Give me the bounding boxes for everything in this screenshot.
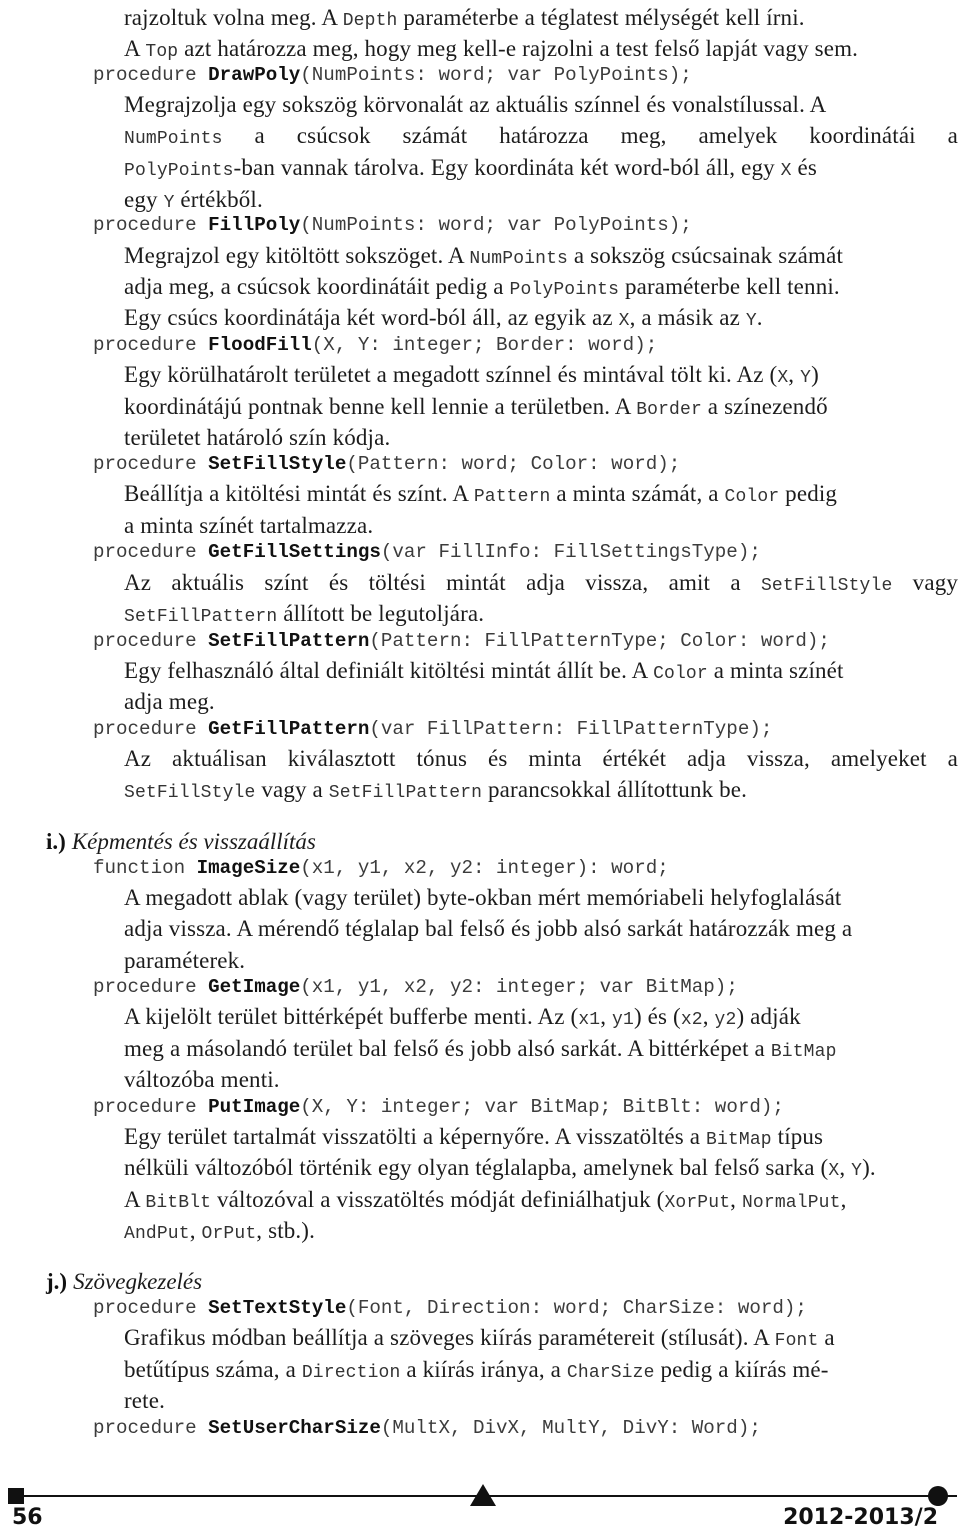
text-run: procedure [93,1417,209,1439]
text-run: A megadott ablak (vagy terület) byte-okban mért memóriabeli helyfoglalását [124,885,842,910]
body-text-line [124,1354,960,1389]
inline-code: XorPut [664,1193,731,1213]
code-signature [93,854,960,882]
inline-code: NormalPut [741,1193,841,1213]
section-heading [46,1266,960,1297]
inline-code: BitMap [770,1042,837,1062]
text-run: . [756,305,763,330]
text-run: procedure [93,541,209,563]
body-text-line [124,686,960,717]
inline-code: Font [774,1331,819,1351]
footer-circle-mark [928,1486,948,1506]
text-run: a csúcsok számát határozza meg, amelyek koordinátái a [222,123,958,148]
inline-code: X [777,368,789,388]
text-run: nélküli változóból történik egy olyan téglalapba, amelynek bal felső sarka ( [124,1155,829,1180]
text-run: változóval a visszatöltés módját definiálhatjuk ( [211,1187,665,1212]
text-run: adja meg, a csúcsok koordinátáit pedig a [124,274,510,299]
text-run: paraméterbe a téglatest mélységét kell írni. [397,5,805,30]
body-text-line [124,913,960,944]
body-text-line [124,655,960,690]
text-run: (Pattern: word; Color: word); [346,453,681,475]
text-run: (Font, Direction: word; CharSize: word); [346,1297,807,1319]
text-run: adja meg. [124,689,215,714]
inline-code: y2 [714,1010,737,1030]
body-text-line [124,1385,960,1416]
text-run: rete. [124,1388,165,1413]
text-run: (Pattern: FillPatternType; Color: word); [369,630,830,652]
body-text-line [124,152,960,187]
text-run: Az aktuálisan kiválasztott tónus és minta értékét adja vissza, amelyeket a [124,746,958,771]
text-run: (X, Y: integer; var BitMap; BitBlt: word); [300,1096,784,1118]
text-run: Egy felhasználó által definiált kitöltési mintát állít be. A [124,658,654,683]
text-run: vagy [892,570,958,595]
text-run: A kijelölt terület bittérképét bufferbe menti. Az ( [124,1004,579,1029]
text-run: Beállítja a kitöltési mintát és színt. A [124,481,474,506]
text-run: azt határozza meg, hogy meg kell-e rajzolni a test felső lapját vagy sem. [178,36,859,61]
inline-code: X [618,311,630,331]
text-run: procedure [93,630,209,652]
body-text-line [124,391,960,426]
text-run: procedure [93,976,209,998]
text-run: , [730,1187,742,1212]
routine-name: GetFillSettings [208,541,381,563]
text-run: parancsokkal állítottunk be. [482,777,748,802]
footer-triangle-mark [470,1484,496,1506]
inline-code: Color [653,664,708,684]
text-run: , [788,362,801,387]
text-run: A [124,1187,146,1212]
body-text-line [124,510,960,541]
text-run: pedig a kiírás mé- [654,1357,829,1382]
inline-code: x2 [680,1010,703,1030]
inline-code: y1 [612,1010,634,1030]
inline-code: x1 [578,1010,601,1030]
inline-code: BitBlt [145,1193,212,1213]
inline-code: SetFillStyle [124,783,256,803]
text-run: változóba menti. [124,1067,280,1092]
inline-code: NumPoints [124,129,223,149]
text-run: paraméterek. [124,948,246,973]
body-text-line [124,359,960,394]
text-run: a színezendő [701,394,828,419]
text-run: típus [771,1124,824,1149]
text-run: (var FillPattern: FillPatternType); [369,718,773,740]
routine-name: SetTextStyle [208,1297,347,1319]
text-run: , [840,1187,847,1212]
text-run: Egy körülhatárolt területet a megadott színnel és mintával tölt ki. Az ( [124,362,778,387]
inline-code: SetFillPattern [328,783,483,803]
text-run: meg a másolandó terület bal felső és jobb alsó sarkát. A bittérképet a [124,1036,771,1061]
code-signature [93,450,960,478]
body-text-line [124,1121,960,1156]
text-run: procedure [93,453,209,475]
text-run: adja vissza. A mérendő téglalap bal felső és jobb alsó sarkát határozzák meg a [124,916,853,941]
body-text-line [124,1184,960,1219]
inline-code: SetFillStyle [760,576,893,596]
code-signature [93,627,960,655]
text-run: állított be legutoljára. [277,601,485,626]
section-label: i.) [46,829,66,854]
text-run: Megrajzol egy kitöltött sokszöget. A [124,243,470,268]
routine-name: SetFillPattern [208,630,370,652]
body-text-line [124,774,960,809]
text-run: ) [811,362,819,387]
inline-code: NumPoints [469,249,568,269]
body-text-line [124,89,960,120]
code-signature [93,538,960,566]
inline-code: PolyPoints [509,280,620,300]
inline-code: PolyPoints [124,161,234,181]
text-run: , [189,1218,202,1243]
issue-term: 2012-2013/2 [783,1505,938,1530]
text-run: Egy csúcs koordinátája két word-ból áll, az egyik az [124,305,619,330]
body-text-line [124,945,960,976]
text-run: , a másik az [629,305,746,330]
body-text-line [124,240,960,275]
inline-code: X [780,161,792,181]
inline-code: OrPut [201,1224,257,1244]
text-run: , stb.). [256,1218,315,1243]
text-run: , [702,1004,715,1029]
text-run: procedure [93,214,209,236]
body-text-line [124,1322,960,1357]
text-run: ). [862,1155,876,1180]
inline-code: SetFillPattern [124,607,278,627]
code-signature [93,973,960,1001]
body-text-line [124,567,958,602]
text-run: -ban vannak tárolva. Egy koordináta két word-ból áll, egy [233,155,781,180]
body-text-line [124,882,960,913]
text-run: koordinátájú pontnak benne kell lennie a területben. A [124,394,637,419]
text-run: ) és ( [633,1004,681,1029]
routine-name: PutImage [208,1096,301,1118]
inline-code: Depth [342,11,398,31]
code-signature [93,331,960,359]
text-run: (X, Y: integer; Border: word); [311,334,658,356]
inline-code: Y [800,368,812,388]
code-signature [93,1093,960,1121]
inline-code: AndPut [124,1224,190,1244]
code-signature [93,1294,960,1322]
text-run: (NumPoints: word; var PolyPoints); [300,214,692,236]
text-run: betűtípus száma, a [124,1357,302,1382]
routine-name: ImageSize [196,857,301,879]
routine-name: DrawPoly [208,64,301,86]
inline-code: Border [636,400,702,420]
text-run: Az aktuális színt és töltési mintát adja vissza, amit a [124,570,761,595]
text-run: rajzoltuk volna meg. A [124,5,343,30]
text-run: értékből. [174,187,263,212]
inline-code: Y [851,1161,863,1181]
inline-code: Direction [301,1363,401,1383]
text-run: (NumPoints: word; var PolyPoints); [300,64,692,86]
text-run: ) adják [736,1004,801,1029]
text-run: function [93,857,197,879]
inline-code: X [828,1161,840,1181]
inline-code: Y [745,311,757,331]
code-signature [93,61,960,89]
code-signature [93,211,960,239]
section-heading [46,826,960,857]
text-run: paraméterbe kell tenni. [619,274,840,299]
text-run: a [818,1325,835,1350]
text-run: A [124,36,146,61]
text-run: a sokszög csúcsainak számát [567,243,843,268]
text-run: , [839,1155,852,1180]
body-text-line [124,120,958,155]
text-run: a minta színét [707,658,844,683]
routine-name: GetImage [208,976,301,998]
inline-code: Y [163,193,175,213]
text-run: a minta számát, a [550,481,725,506]
routine-name: FillPoly [208,214,301,236]
text-run: procedure [93,1096,209,1118]
body-text-line [124,1064,960,1095]
body-text-line [124,2,960,37]
inline-code: Pattern [473,487,551,507]
text-run: , [600,1004,613,1029]
body-text-line [124,1001,960,1036]
inline-code: Top [145,42,179,62]
inline-code: BitMap [706,1130,772,1150]
body-text-line [124,478,960,513]
text-run: procedure [93,334,209,356]
text-run: (x1, y1, x2, y2: integer; var BitMap); [300,976,738,998]
text-run: (x1, y1, x2, y2: integer): word; [300,857,669,879]
body-text-line [124,1215,960,1250]
text-run: a kiírás iránya, a [400,1357,567,1382]
routine-name: FloodFill [208,334,312,356]
routine-name: SetUserCharSize [208,1417,381,1439]
routine-name: SetFillStyle [208,453,347,475]
body-text-line [124,1033,960,1068]
routine-name: GetFillPattern [208,718,370,740]
text-run: procedure [93,1297,209,1319]
text-run: egy [124,187,164,212]
code-signature [93,715,960,743]
text-run: Megrajzolja egy sokszög körvonalát az aktuális színnel és vonalstílussal. A [124,92,827,117]
text-run: Egy terület tartalmát visszatölti a képernyőre. A visszatöltés a [124,1124,707,1149]
text-run: (MultX, DivX, MultY, DivY: Word); [380,1417,761,1439]
body-text-line [124,422,960,453]
inline-code: Color [724,487,780,507]
code-signature [93,1414,960,1442]
inline-code: CharSize [566,1363,655,1383]
text-run: procedure [93,64,209,86]
text-run: és [791,155,817,180]
text-run: (var FillInfo: FillSettingsType); [380,541,761,563]
section-title: Képmentés és visszaállítás [71,829,316,854]
body-text-line [124,743,958,774]
text-run: területet határoló szín kódja. [124,425,391,450]
text-run: vagy a [255,777,329,802]
text-run: a minta színét tartalmazza. [124,513,374,538]
section-label: j.) [46,1269,68,1294]
text-run: pedig [779,481,838,506]
text-run: Grafikus módban beállítja a szöveges kiírás paramétereit (stílusát). A [124,1325,775,1350]
page-number: 56 [12,1505,43,1530]
body-text-line [124,1152,960,1187]
text-run: procedure [93,718,209,740]
body-text-line [124,271,960,306]
section-title: Szövegkezelés [73,1269,203,1294]
